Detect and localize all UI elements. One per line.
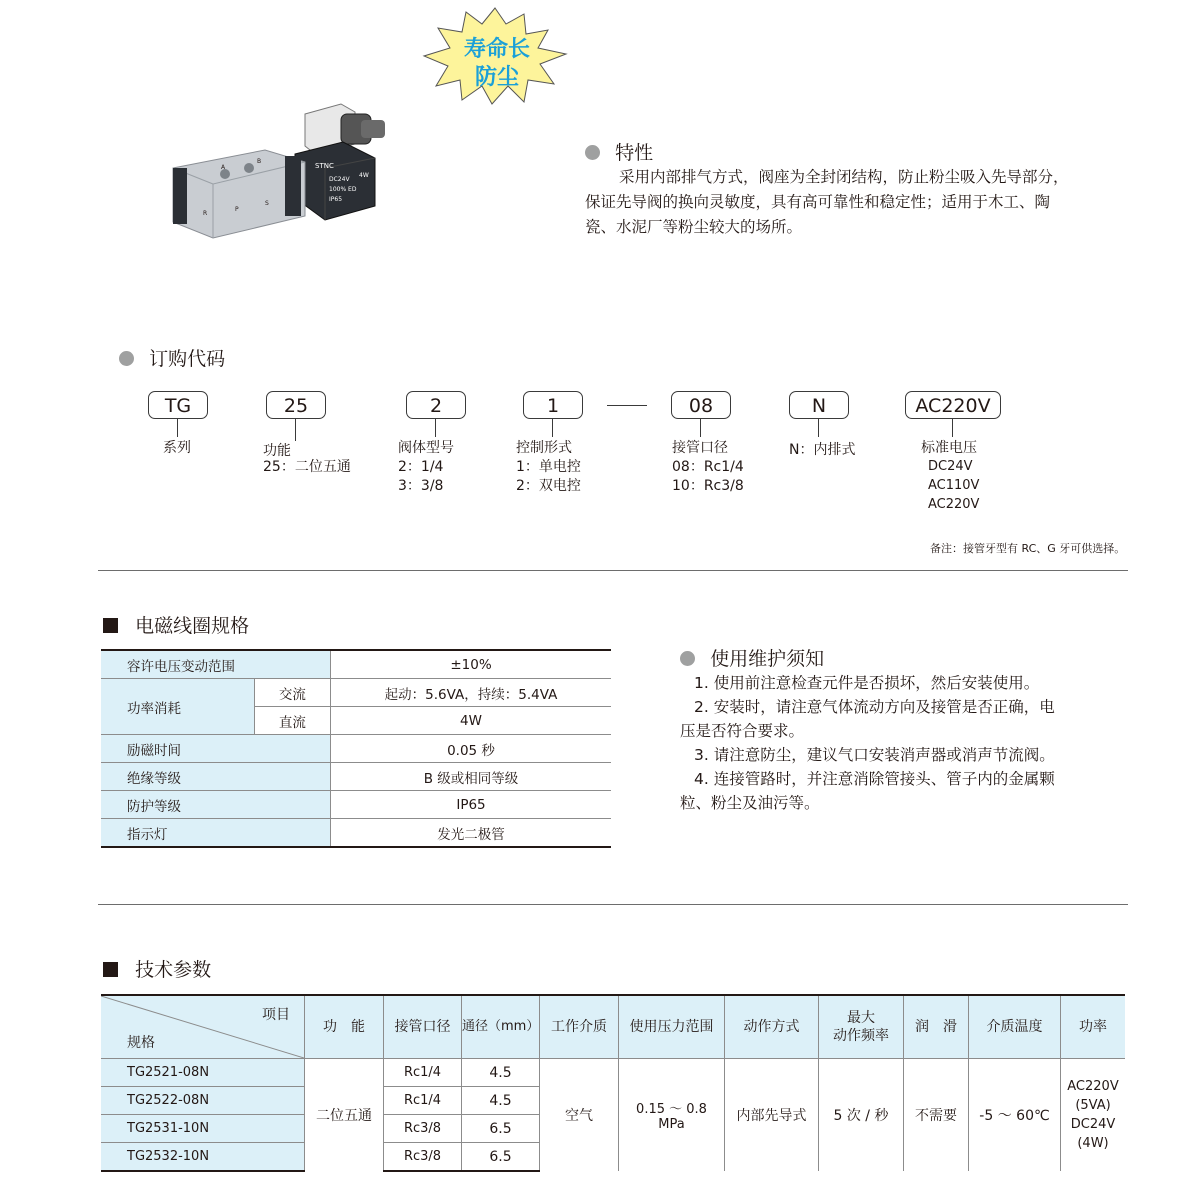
cell-frequency: 5 次 / 秒 bbox=[819, 1059, 904, 1172]
coil-spec-table bbox=[101, 649, 611, 848]
maintenance-item-2b: 压是否符合要求。 bbox=[680, 722, 805, 740]
cell-pressure-2: MPa bbox=[658, 1117, 685, 1132]
leader-line bbox=[552, 419, 553, 437]
caption-function-title: 功能 bbox=[263, 443, 291, 459]
cell-bore: 4.5 bbox=[462, 1087, 540, 1115]
caption-voltage-title: 标准电压 bbox=[921, 440, 977, 456]
maintenance-item-3: 3. 请注意防尘，建议气口安装消声器或消声节流阀。 bbox=[694, 746, 1055, 764]
cell-pressure-1: 0.15 ～ 0.8 bbox=[636, 1102, 707, 1117]
header-bore: 通径（mm） bbox=[462, 995, 540, 1059]
maintenance-heading bbox=[680, 644, 824, 671]
cell-model: TG2522-08N bbox=[101, 1087, 305, 1115]
code-box-body: 2 bbox=[406, 391, 466, 419]
caption-body-2: 3：3/8 bbox=[398, 478, 444, 494]
features-heading bbox=[585, 138, 653, 165]
cell-port: Rc3/8 bbox=[384, 1143, 462, 1172]
header-spec: 规格 bbox=[127, 1035, 155, 1051]
leader-line bbox=[818, 419, 819, 437]
tech-spec-table bbox=[101, 994, 1125, 1172]
row-value: 0.05 秒 bbox=[331, 735, 612, 763]
table-row bbox=[101, 791, 611, 819]
code-box-series: TG bbox=[148, 391, 208, 419]
cell-power-4: (4W) bbox=[1077, 1136, 1109, 1151]
header-power: 功率 bbox=[1061, 995, 1126, 1059]
caption-control-title: 控制形式 bbox=[516, 440, 572, 456]
cell-model: TG2531-10N bbox=[101, 1115, 305, 1143]
row-value: ±10% bbox=[331, 650, 612, 679]
caption-port-title: 接管口径 bbox=[672, 440, 728, 456]
maintenance-item-2a: 2. 安装时，请注意气体流动方向及接管是否正确，电 bbox=[694, 698, 1055, 716]
row-value: 发光二极管 bbox=[331, 819, 612, 848]
table-row bbox=[101, 650, 611, 679]
caption-function-1: 25：二位五通 bbox=[263, 459, 351, 475]
caption-control-2: 2：双电控 bbox=[516, 478, 581, 494]
port-label-p: P bbox=[235, 206, 239, 213]
caption-exhaust: N：内排式 bbox=[789, 442, 856, 458]
coil-ip-label: IP65 bbox=[329, 196, 343, 203]
row-label: 容许电压变动范围 bbox=[101, 650, 331, 679]
caption-voltage-2: AC110V bbox=[928, 478, 980, 493]
row-label: 励磁时间 bbox=[101, 735, 331, 763]
features-line-2: 保证先导阀的换向灵敏度，具有高可靠性和稳定性；适用于木工、陶 bbox=[585, 193, 1051, 211]
bullet-icon bbox=[680, 651, 695, 666]
caption-body-title: 阀体型号 bbox=[398, 440, 454, 456]
row-value: 4W bbox=[331, 707, 612, 735]
table-header-row bbox=[101, 995, 1125, 1059]
badge-line1: 寿命长 bbox=[463, 37, 530, 62]
caption-voltage-3: AC220V bbox=[928, 497, 980, 512]
cell-medium: 空气 bbox=[540, 1059, 619, 1172]
caption-port-2: 10：Rc3/8 bbox=[672, 478, 744, 494]
cell-port: Rc1/4 bbox=[384, 1059, 462, 1087]
product-image bbox=[165, 98, 405, 240]
feature-badge bbox=[420, 6, 570, 106]
ordering-heading bbox=[119, 344, 225, 371]
port-label-a: A bbox=[221, 164, 226, 171]
header-function: 功 能 bbox=[305, 995, 384, 1059]
header-item: 项目 bbox=[262, 1007, 290, 1023]
cell-port: Rc3/8 bbox=[384, 1115, 462, 1143]
square-bullet-icon bbox=[103, 962, 118, 977]
cell-model: TG2521-08N bbox=[101, 1059, 305, 1087]
code-dash bbox=[607, 405, 647, 406]
leader-line bbox=[177, 419, 178, 437]
cell-temp: -5 ～ 60℃ bbox=[969, 1059, 1061, 1172]
leader-line bbox=[295, 419, 296, 441]
header-frequency-1: 最大 bbox=[847, 1010, 875, 1026]
caption-control-1: 1：单电控 bbox=[516, 459, 581, 475]
code-box-function: 25 bbox=[266, 391, 326, 419]
code-box-voltage: AC220V bbox=[905, 391, 1001, 419]
port-label-s: S bbox=[265, 200, 269, 207]
tech-heading bbox=[103, 955, 211, 982]
header-pressure: 使用压力范围 bbox=[619, 995, 725, 1059]
bullet-icon bbox=[119, 351, 134, 366]
row-value: 起动：5.6VA，持续：5.4VA bbox=[331, 679, 612, 707]
code-box-control: 1 bbox=[523, 391, 583, 419]
section-divider bbox=[98, 904, 1128, 905]
coil-duty-label: 100% ED bbox=[329, 186, 357, 193]
table-row bbox=[101, 679, 611, 707]
coil-title: 电磁线圈规格 bbox=[135, 615, 250, 637]
maintenance-item-1: 1. 使用前注意检查元件是否损坏，然后安装使用。 bbox=[694, 674, 1040, 692]
row-sublabel: 交流 bbox=[254, 679, 330, 707]
features-title: 特性 bbox=[615, 142, 654, 164]
caption-series: 系列 bbox=[163, 440, 191, 456]
features-line-1: 采用内部排气方式，阀座为全封闭结构，防止粉尘吸入先导部分， bbox=[619, 168, 1069, 186]
cell-lube: 不需要 bbox=[904, 1059, 969, 1172]
cell-power bbox=[1061, 1059, 1126, 1172]
table-row bbox=[101, 819, 611, 848]
leader-line bbox=[700, 419, 701, 437]
bullet-icon bbox=[585, 145, 600, 160]
coil-heading bbox=[103, 611, 249, 638]
header-item-spec bbox=[101, 995, 305, 1059]
maintenance-text bbox=[680, 671, 1140, 815]
cell-model: TG2532-10N bbox=[101, 1143, 305, 1172]
row-label: 绝缘等级 bbox=[101, 763, 331, 791]
cell-port: Rc1/4 bbox=[384, 1087, 462, 1115]
coil-voltage-label: DC24V bbox=[329, 176, 350, 183]
cell-action: 内部先导式 bbox=[725, 1059, 819, 1172]
section-divider bbox=[98, 570, 1128, 571]
caption-voltage-1: DC24V bbox=[928, 459, 973, 474]
header-frequency-2: 动作频率 bbox=[833, 1028, 889, 1044]
brand-label: STNC bbox=[315, 162, 334, 170]
ordering-note: 备注：接管牙型有 RC、G 牙可供选择。 bbox=[930, 542, 1126, 555]
cell-power-2: (5VA) bbox=[1075, 1098, 1111, 1113]
cell-bore: 6.5 bbox=[462, 1143, 540, 1172]
leader-line bbox=[952, 419, 953, 437]
caption-port-1: 08：Rc1/4 bbox=[672, 459, 744, 475]
table-row bbox=[101, 735, 611, 763]
row-label: 功率消耗 bbox=[101, 679, 254, 735]
cell-bore: 6.5 bbox=[462, 1115, 540, 1143]
ordering-title: 订购代码 bbox=[149, 348, 226, 370]
badge-line2: 防尘 bbox=[474, 65, 519, 90]
header-port: 接管口径 bbox=[384, 995, 462, 1059]
row-sublabel: 直流 bbox=[254, 707, 330, 735]
table-row bbox=[101, 763, 611, 791]
cell-pressure bbox=[619, 1059, 725, 1172]
header-medium: 工作介质 bbox=[540, 995, 619, 1059]
row-value: IP65 bbox=[331, 791, 612, 819]
cell-function: 二位五通 bbox=[305, 1059, 384, 1172]
table-row bbox=[101, 1059, 1125, 1087]
maintenance-item-4b: 粒、粉尘及油污等。 bbox=[680, 794, 820, 812]
port-label-b: B bbox=[257, 158, 262, 165]
row-label: 指示灯 bbox=[101, 819, 331, 848]
row-value: B 级或相同等级 bbox=[331, 763, 612, 791]
cell-power-3: DC24V bbox=[1070, 1117, 1116, 1132]
header-lube: 润 滑 bbox=[904, 995, 969, 1059]
features-line-3: 瓷、水泥厂等粉尘较大的场所。 bbox=[585, 218, 803, 236]
features-text bbox=[585, 165, 1145, 240]
tech-title: 技术参数 bbox=[135, 959, 212, 981]
row-label: 防护等级 bbox=[101, 791, 331, 819]
coil-power-label: 4W bbox=[359, 172, 369, 179]
caption-body-1: 2：1/4 bbox=[398, 459, 444, 475]
header-temp: 介质温度 bbox=[969, 995, 1061, 1059]
maintenance-title: 使用维护须知 bbox=[710, 648, 825, 670]
leader-line bbox=[435, 419, 436, 437]
cell-bore: 4.5 bbox=[462, 1059, 540, 1087]
header-action: 动作方式 bbox=[725, 995, 819, 1059]
code-box-port: 08 bbox=[671, 391, 731, 419]
header-frequency bbox=[819, 995, 904, 1059]
port-label-r: R bbox=[203, 210, 208, 217]
code-box-exhaust: N bbox=[789, 391, 849, 419]
maintenance-item-4a: 4. 连接管路时，并注意消除管接头、管子内的金属颗 bbox=[694, 770, 1055, 788]
square-bullet-icon bbox=[103, 618, 118, 633]
cell-power-1: AC220V bbox=[1067, 1079, 1119, 1094]
